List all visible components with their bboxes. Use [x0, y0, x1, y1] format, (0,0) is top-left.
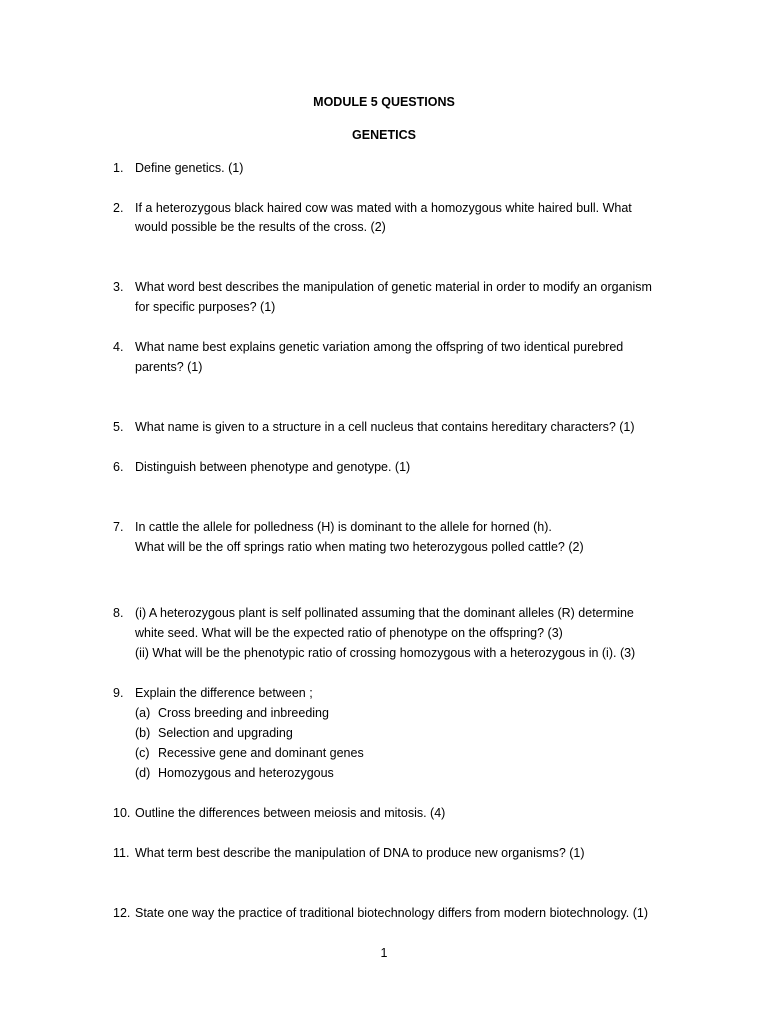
question-number-4: 4. [113, 340, 124, 354]
question-11-line-1: What term best describe the manipulation of DNA to produce new organisms? (1) [135, 846, 585, 860]
question-5-line-1: What name is given to a structure in a cell nucleus that contains hereditary characters? (1) [135, 420, 635, 434]
question-8-line-3: (ii) What will be the phenotypic ratio of crossing homozygous with a heterozygous in (i). (3) [135, 646, 636, 660]
question-1-line-1: Define genetics. (1) [135, 161, 244, 175]
module-title: MODULE 5 QUESTIONS [313, 95, 455, 109]
question-10-line-1: Outline the differences between meiosis and mitosis. (4) [135, 806, 446, 820]
question-number-5: 5. [113, 420, 124, 434]
question-4-line-1: What name best explains genetic variation among the offspring of two identical purebred [135, 340, 624, 354]
question-7-line-2: What will be the off springs ratio when mating two heterozygous polled cattle? (2) [135, 540, 584, 554]
question-4-line-2: parents? (1) [135, 360, 203, 374]
question-8-line-2: white seed. What will be the expected ratio of phenotype on the offspring? (3) [135, 626, 563, 640]
question-number-12: 12. [113, 906, 131, 920]
question-number-10: 10. [113, 806, 131, 820]
question-number-2: 2. [113, 201, 124, 215]
question-number-9: 9. [113, 686, 124, 700]
question-2-line-2: would possible be the results of the cross. (2) [135, 220, 386, 234]
question-9-sub-a-text: Cross breeding and inbreeding [158, 706, 329, 720]
question-12-line-1: State one way the practice of traditional biotechnology differs from modern biotechnology. (1) [135, 906, 649, 920]
question-9-sub-c-text: Recessive gene and dominant genes [158, 746, 364, 760]
question-8-line-1: (i) A heterozygous plant is self pollinated assuming that the dominant alleles (R) determine [135, 606, 634, 620]
question-2-line-1: If a heterozygous black haired cow was mated with a homozygous white haired bull. What [135, 201, 632, 215]
question-number-11: 11. [113, 846, 130, 860]
question-6-line-1: Distinguish between phenotype and genotype. (1) [135, 460, 411, 474]
question-9-sub-b-label: (b) [135, 726, 151, 740]
question-9-sub-d-label: (d) [135, 766, 151, 780]
question-number-3: 3. [113, 280, 124, 294]
question-7-line-1: In cattle the allele for polledness (H) is dominant to the allele for horned (h). [135, 520, 552, 534]
question-3-line-2: for specific purposes? (1) [135, 300, 276, 314]
question-3-line-1: What word best describes the manipulation of genetic material in order to modify an organism [135, 280, 652, 294]
page-number: 1 [380, 946, 388, 960]
question-number-8: 8. [113, 606, 124, 620]
question-9-sub-c-label: (c) [135, 746, 150, 760]
question-9-sub-b-text: Selection and upgrading [158, 726, 293, 740]
section-title: GENETICS [352, 128, 416, 142]
question-9-line-1: Explain the difference between ; [135, 686, 313, 700]
question-number-6: 6. [113, 460, 124, 474]
question-9-sub-d-text: Homozygous and heterozygous [158, 766, 334, 780]
question-number-1: 1. [113, 161, 124, 175]
question-number-7: 7. [113, 520, 124, 534]
question-9-sub-a-label: (a) [135, 706, 151, 720]
